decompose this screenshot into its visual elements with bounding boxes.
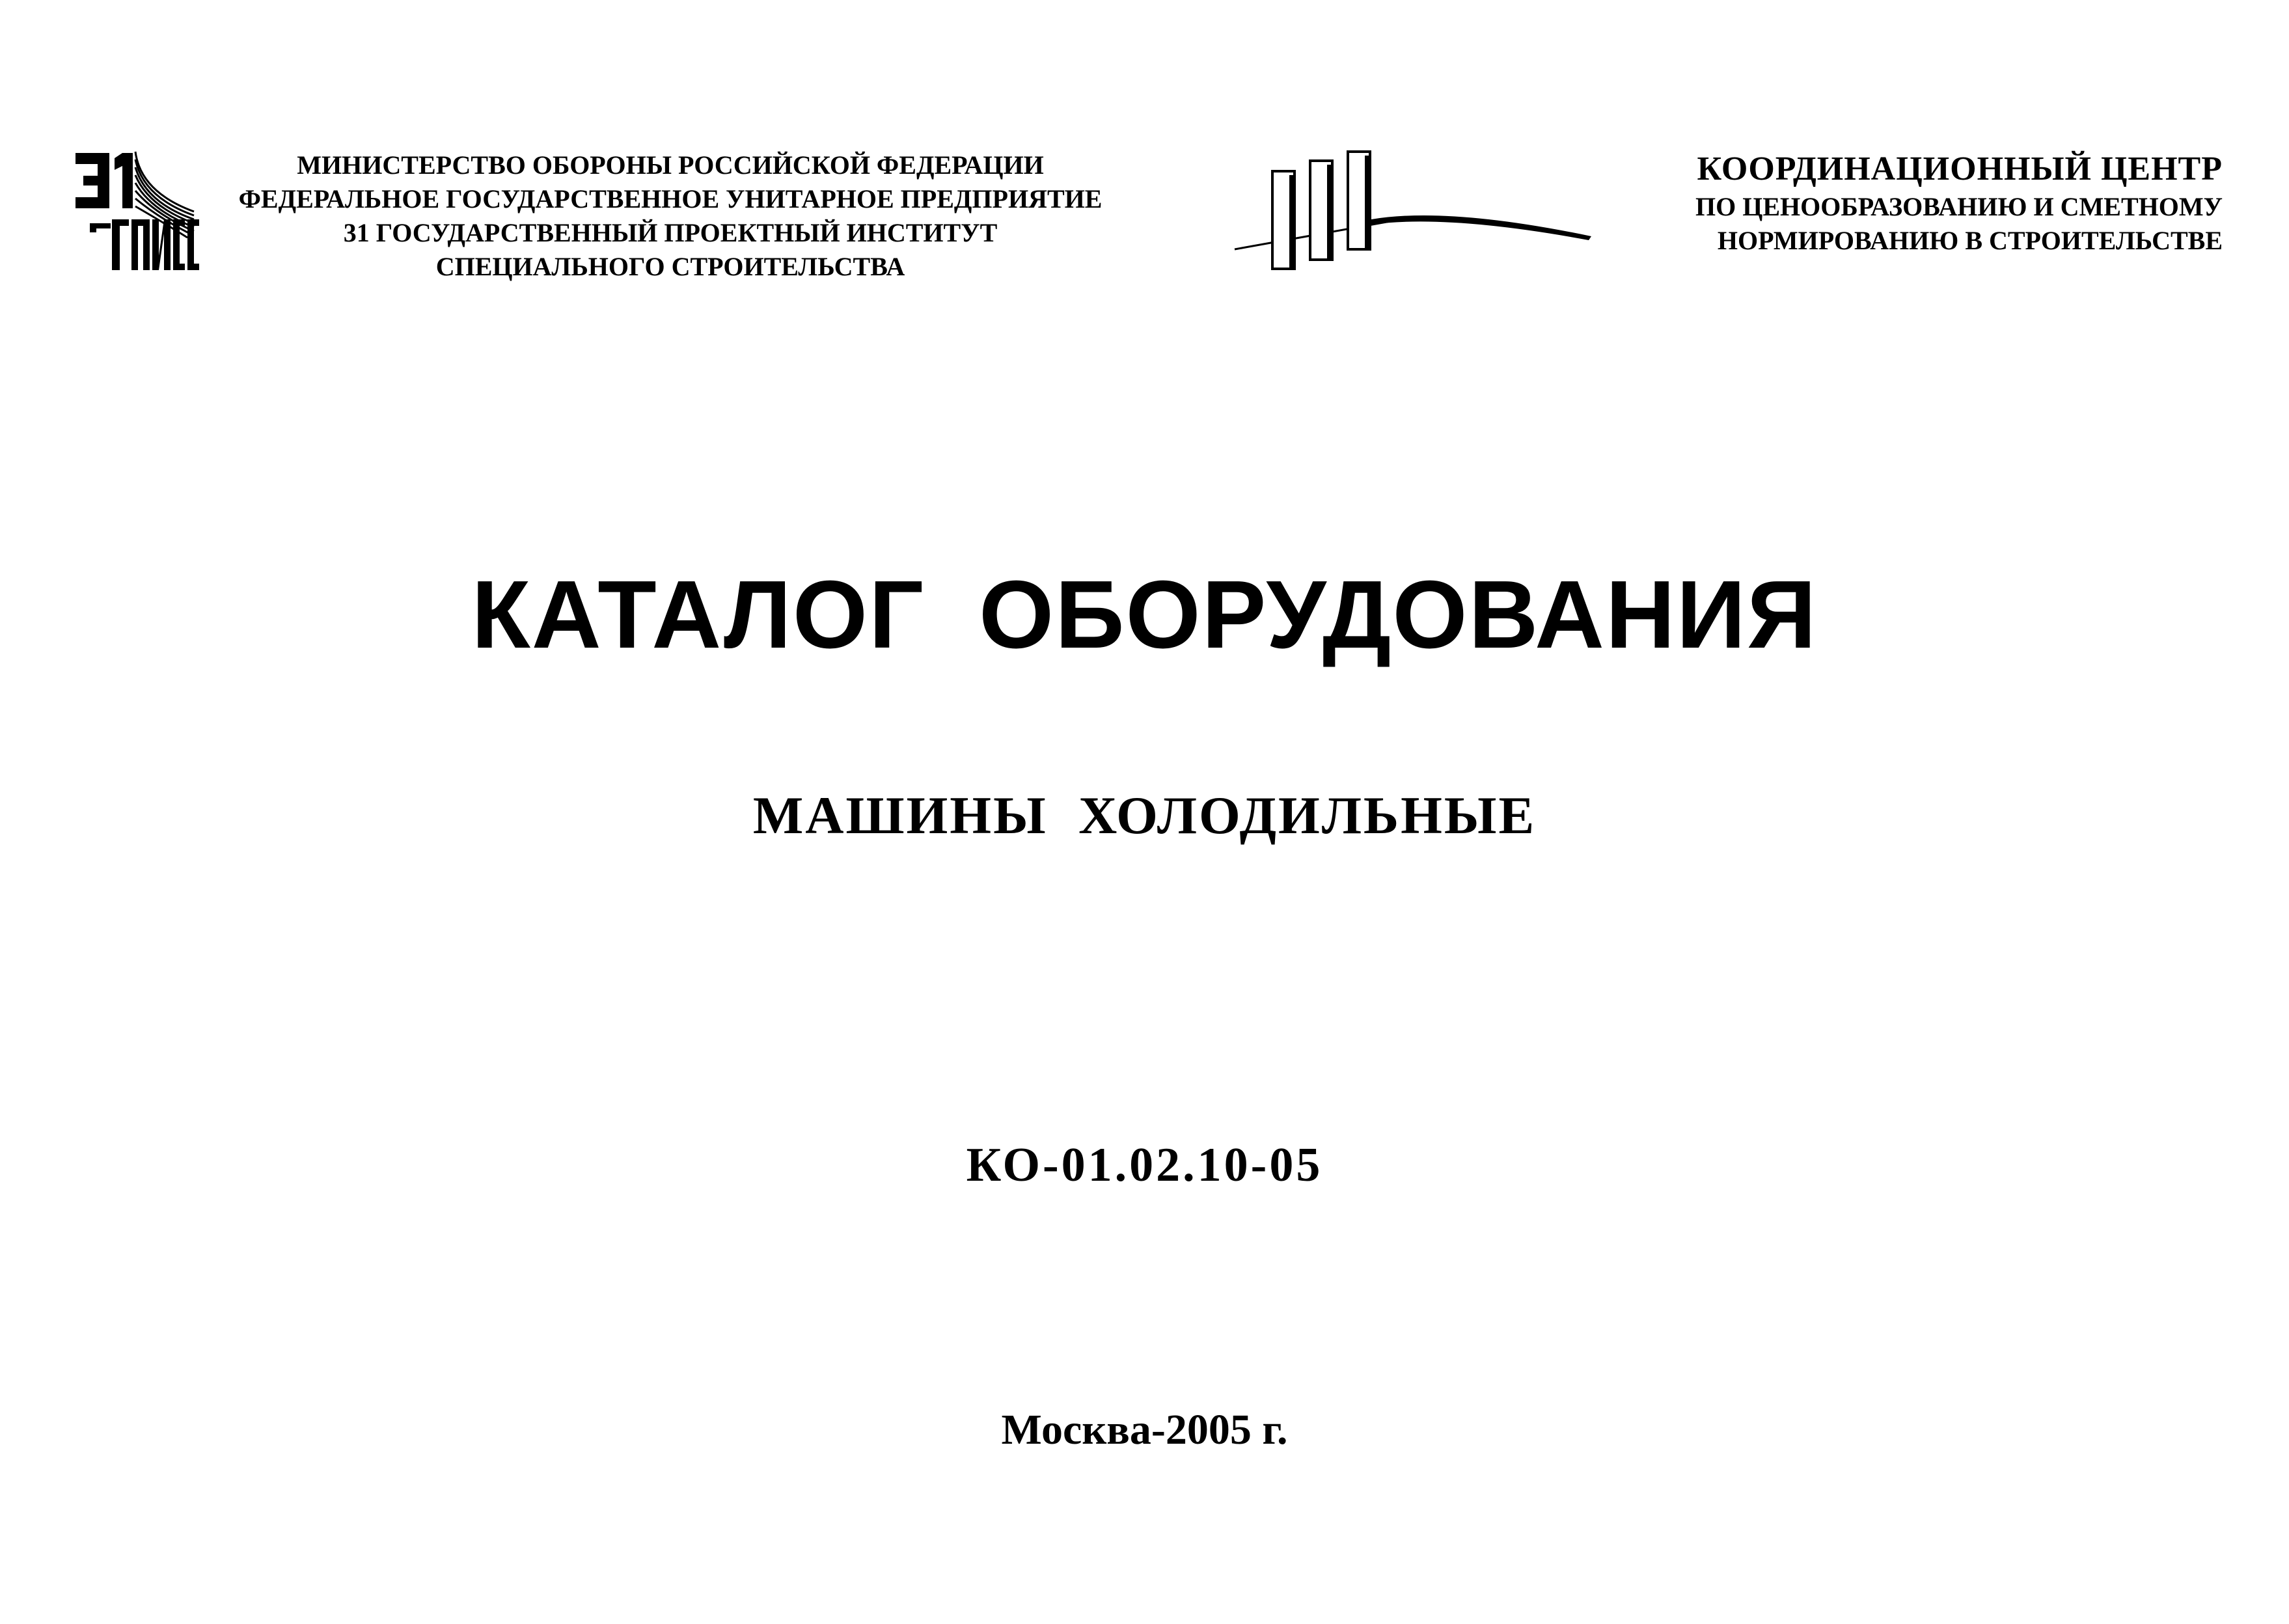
document-code: КО-01.02.10-05 <box>966 1138 1323 1192</box>
coordination-center-org-block <box>1497 148 2223 258</box>
place-year: Москва-2005 г. <box>1001 1406 1288 1453</box>
ministry-org-line: ФЕДЕРАЛЬНОЕ ГОСУДАРСТВЕННОЕ УНИТАРНОЕ ПРЕДПРИЯТИЕ <box>238 184 1103 213</box>
coordination-center-line: ПО ЦЕНООБРАЗОВАНИЮ И СМЕТНОМУ <box>1695 192 2223 221</box>
coordination-center-name: КООРДИНАЦИОННЫЙ ЦЕНТР <box>1697 150 2223 187</box>
document-title: КАТАЛОГ ОБОРУДОВАНИЯ <box>471 561 1818 668</box>
document-subtitle: МАШИНЫ ХОЛОДИЛЬНЫЕ <box>752 786 1537 845</box>
ministry-org-line: МИНИСТЕРСТВО ОБОРОНЫ РОССИЙСКОЙ ФЕДЕРАЦИИ <box>297 150 1044 180</box>
coordination-center-line: НОРМИРОВАНИЮ В СТРОИТЕЛЬСТВЕ <box>1717 226 2223 255</box>
ministry-org-line: СПЕЦИАЛЬНОГО СТРОИТЕЛЬСТВА <box>435 252 905 281</box>
ministry-org-line: 31 ГОСУДАРСТВЕННЫЙ ПРОЕКТНЫЙ ИНСТИТУТ <box>343 218 998 247</box>
ministry-org-block <box>208 148 1132 284</box>
31-gpiss-logo-icon <box>70 146 200 273</box>
